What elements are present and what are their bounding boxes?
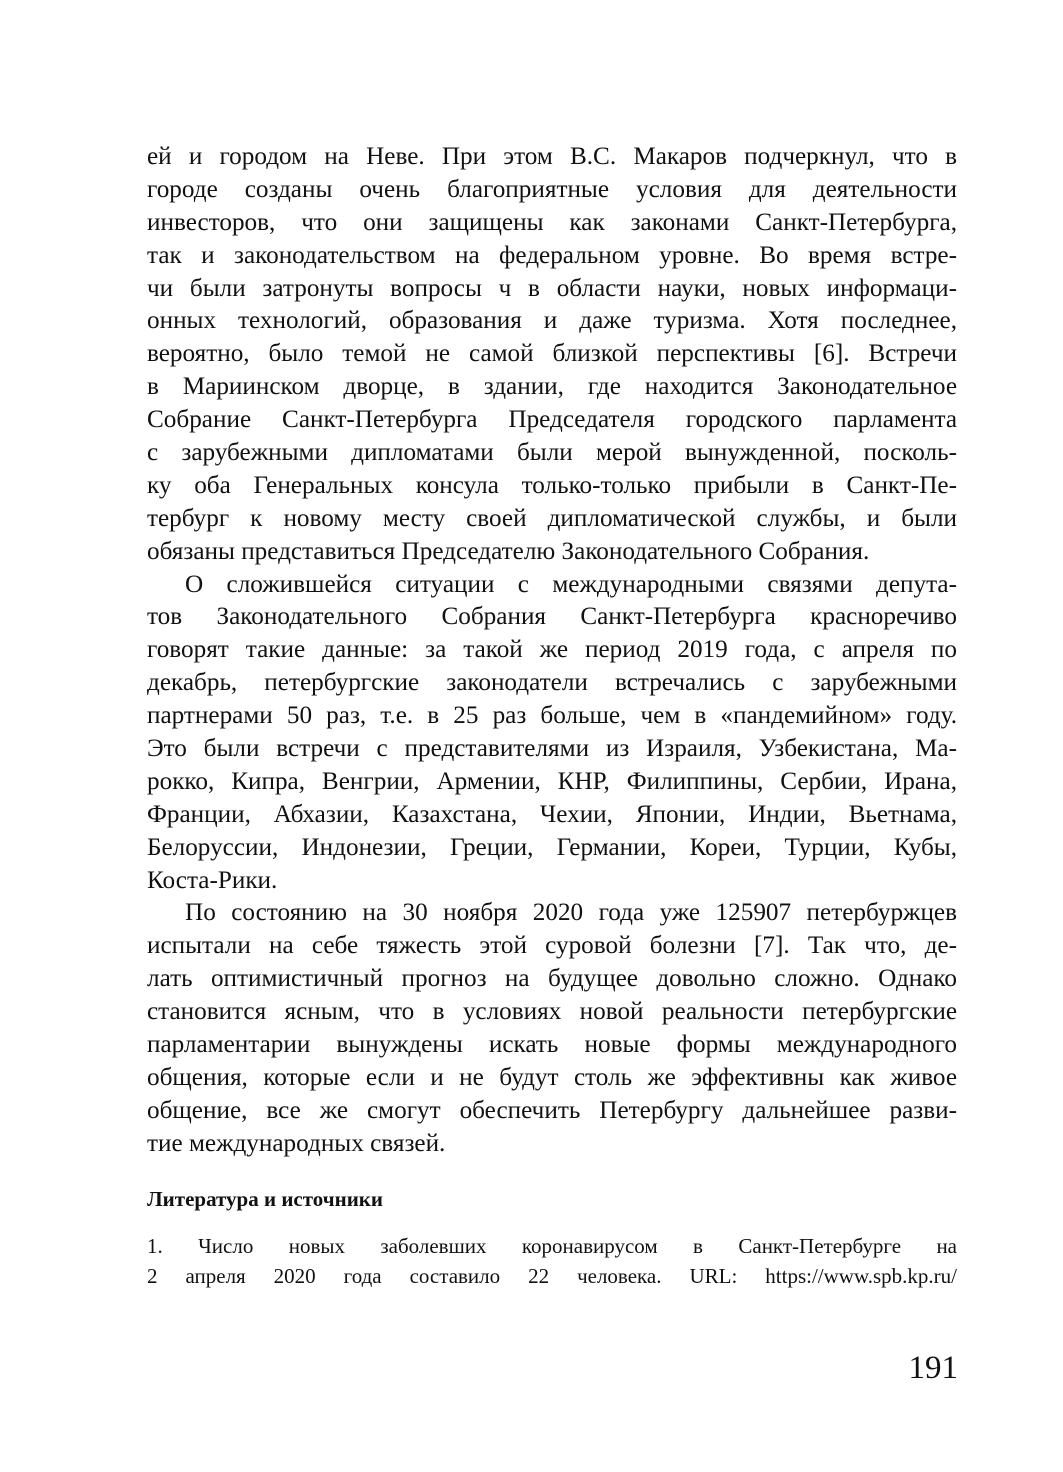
- text-line: декабрь, петербургские законодатели встречались с зарубежными: [147, 669, 957, 697]
- text-line: чи были затронуты вопросы ч в области науки, новых информаци-: [147, 274, 957, 302]
- paragraph: [147, 569, 957, 898]
- references-list: [147, 1231, 957, 1291]
- text-line: лать оптимистичный прогноз на будущее довольно сложно. Однако: [147, 965, 957, 993]
- reference-item: [147, 1231, 957, 1291]
- text-line: тие международных связей.: [147, 1129, 446, 1157]
- reference-line: 2 апреля 2020 года составило 22 человека. URL: https://www.spb.kp.ru/: [147, 1264, 957, 1288]
- text-line: обязаны представиться Председателю Законодательного Собрания.: [147, 537, 870, 565]
- text-line: ей и городом на Неве. При этом В.С. Макаров подчеркнул, что в: [147, 143, 957, 170]
- text-line: партнерами 50 раз, т.е. в 25 раз больше, чем в «пандемийном» году.: [147, 702, 957, 730]
- text-line: общения, которые если и не будут столь же эффективны как живое: [147, 1063, 957, 1091]
- text-line: тербург к новому месту своей дипломатической службы, и были: [147, 504, 957, 532]
- paragraph: [147, 141, 957, 569]
- text-line: в Мариинском дворце, в здании, где находится Законодательное: [147, 373, 957, 401]
- text-line: парламентарии вынуждены искать новые формы международного: [147, 1031, 957, 1059]
- text-line: По состоянию на 30 ноября 2020 года уже 125907 петербуржцев: [185, 899, 957, 927]
- text-line: говорят такие данные: за такой же период 2019 года, с апреля по: [147, 636, 957, 664]
- text-line: Коста-Рики.: [147, 866, 278, 894]
- text-line: Это были встречи с представителями из Израиля, Узбекистана, Ма-: [147, 735, 957, 763]
- text-line: Собрание Санкт-Петербурга Председателя городского парламента: [147, 406, 957, 434]
- text-line: общение, все же смогут обеспечить Петербургу дальнейшее разви-: [147, 1096, 957, 1124]
- text-line: испытали на себе тяжесть этой суровой болезни [7]. Так что, де-: [147, 932, 957, 960]
- text-line: рокко, Кипра, Венгрии, Армении, КНР, Филиппины, Сербии, Ирана,: [147, 767, 957, 795]
- body-text: [147, 141, 957, 1161]
- text-line: Белоруссии, Индонезии, Греции, Германии, Кореи, Турции, Кубы,: [147, 833, 957, 861]
- text-line: становится ясным, что в условиях новой реальности петербургские: [147, 998, 957, 1026]
- reference-line: 1. Число новых заболевших коронавирусом в Санкт-Петербурге на: [147, 1234, 957, 1258]
- text-line: так и законодательством на федеральном уровне. Во время встре-: [147, 241, 957, 269]
- text-line: онных технологий, образования и даже туризма. Хотя последнее,: [147, 307, 957, 335]
- text-line: с зарубежными дипломатами были мерой вынужденной, посколь-: [147, 439, 957, 467]
- page-number: 191: [908, 1350, 958, 1386]
- text-line: инвесторов, что они защищены как законами Санкт-Петербурга,: [147, 208, 957, 236]
- text-line: вероятно, было темой не самой близкой перспективы [6]. Встречи: [147, 340, 957, 368]
- text-line: О сложившейся ситуации с международными связями депута-: [185, 570, 957, 598]
- text-line: городе созданы очень благоприятные условия для деятельности: [147, 175, 957, 203]
- paragraph: [147, 897, 957, 1160]
- text-line: Франции, Абхазии, Казахстана, Чехии, Японии, Индии, Вьетнама,: [147, 800, 957, 828]
- references-heading: Литература и источники: [147, 1187, 383, 1211]
- text-line: тов Законодательного Собрания Санкт-Петербурга красноречиво: [147, 603, 957, 631]
- text-line: ку оба Генеральных консула только-только прибыли в Санкт-Пе-: [147, 471, 957, 499]
